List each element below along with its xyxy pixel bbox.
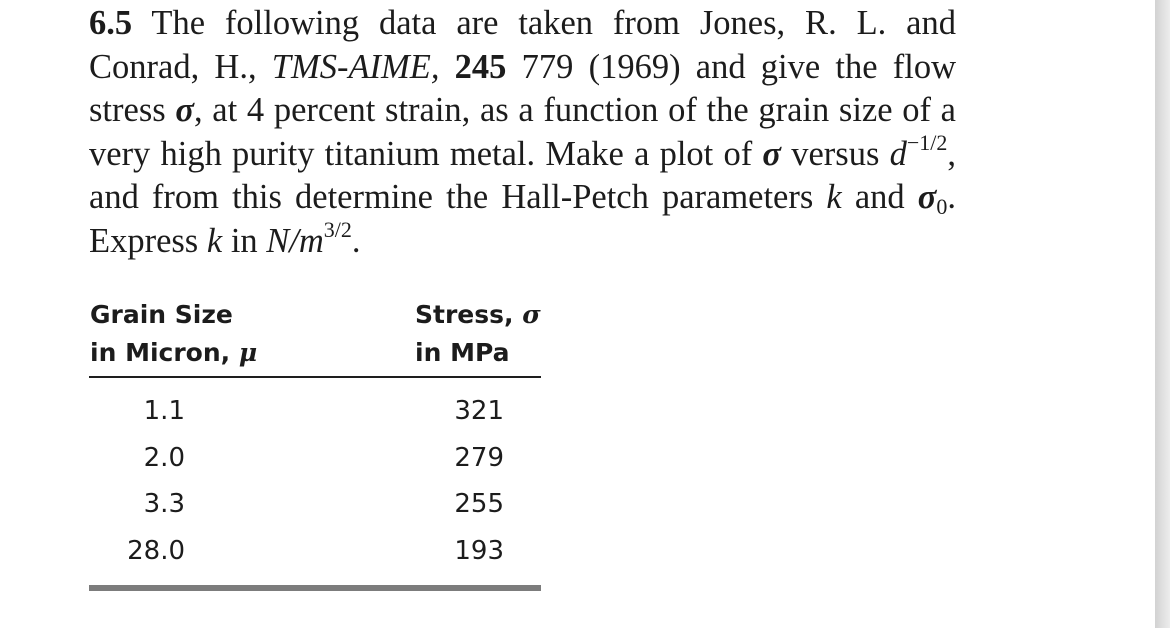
k-symbol: k bbox=[206, 221, 223, 260]
stress-header-line1: Stress, bbox=[415, 300, 523, 329]
problem-text-6: and bbox=[841, 178, 918, 216]
journal-name: TMS-AIME, bbox=[271, 47, 440, 86]
problem-text-9: . bbox=[351, 221, 361, 260]
sigma-symbol: σ bbox=[762, 134, 782, 173]
d-exponent: −1/2 bbox=[906, 129, 948, 155]
d-symbol: d bbox=[889, 134, 907, 173]
problem-text-4: versus bbox=[781, 134, 890, 173]
problem-text-8: in bbox=[222, 221, 267, 260]
sigma-symbol: σ bbox=[917, 178, 937, 216]
journal-volume: 245 bbox=[454, 47, 507, 86]
unit: N/m bbox=[266, 221, 324, 260]
problem-text-3: , at 4 percent strain, as a function of the grain size of a very high purity titanium metal. Make a plot of bbox=[89, 91, 956, 173]
stress-cell: 321 bbox=[454, 396, 504, 426]
k-symbol: k bbox=[826, 178, 842, 216]
problem-text-2: 779 (1969) and give the flow stress bbox=[89, 47, 957, 129]
page-edge-shadow bbox=[1155, 0, 1170, 628]
grain-size-cell: 1.1 bbox=[143, 396, 185, 426]
sigma-header-symbol: σ bbox=[522, 300, 541, 329]
grain-size-header-line1: Grain Size bbox=[90, 300, 233, 329]
grain-size-cell: 2.0 bbox=[143, 443, 185, 473]
grain-size-header bbox=[90, 296, 257, 372]
micron-symbol: μ bbox=[238, 338, 258, 367]
sigma-subscript: 0 bbox=[936, 194, 948, 219]
problem-text-1: The following data are taken from Jones, R. L. and Conrad, H., bbox=[89, 4, 956, 86]
problem-text-7: . Express bbox=[89, 178, 956, 260]
unit-exponent: 3/2 bbox=[323, 216, 352, 242]
problem-statement bbox=[89, 2, 956, 263]
stress-header bbox=[415, 296, 541, 372]
problem-number: 6.5 bbox=[89, 4, 133, 42]
problem-text-5: , and from this determine the Hall-Petch parameters bbox=[89, 134, 956, 216]
stress-cell: 255 bbox=[454, 489, 504, 519]
sigma-symbol: σ bbox=[175, 91, 194, 129]
grain-size-cell: 28.0 bbox=[127, 536, 185, 566]
grain-size-header-line2: in Micron, bbox=[90, 338, 239, 367]
table-bottom-rule bbox=[89, 585, 541, 591]
header-rule bbox=[89, 376, 541, 378]
grain-size-cell: 3.3 bbox=[143, 489, 185, 519]
stress-header-line2: in MPa bbox=[415, 338, 510, 367]
stress-cell: 193 bbox=[454, 536, 504, 566]
stress-cell: 279 bbox=[454, 443, 504, 473]
